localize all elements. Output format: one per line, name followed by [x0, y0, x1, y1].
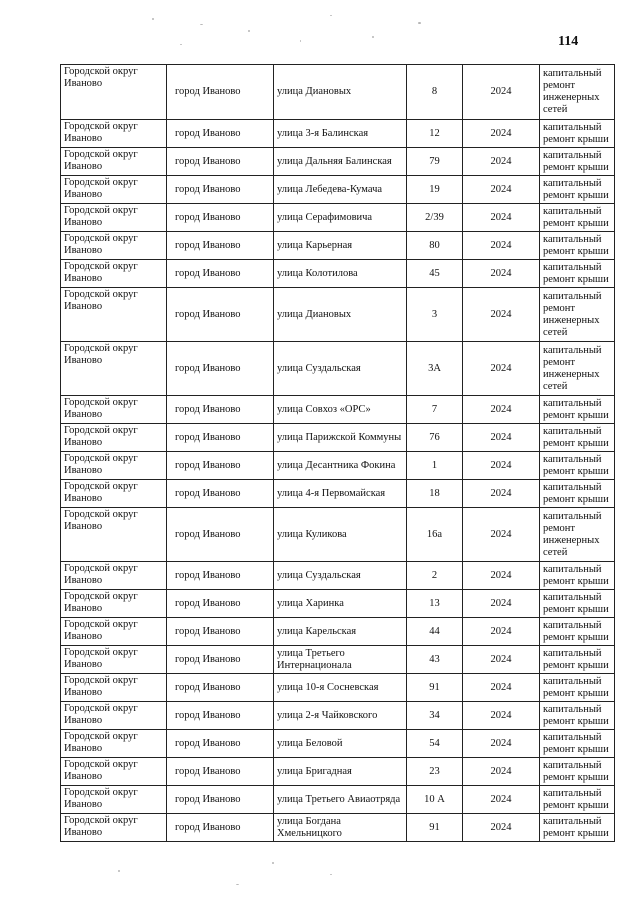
- table-row: [61, 342, 615, 396]
- work-type-cell: капитальный ремонт инженерных сетей: [540, 65, 615, 120]
- work-type-cell: капитальный ремонт крыши: [540, 590, 615, 618]
- district-cell: Городской округ Иваново: [61, 758, 167, 786]
- table-row: [61, 176, 615, 204]
- city-cell: город Иваново: [167, 508, 274, 562]
- street-cell: улица Совхоз «ОРС»: [274, 396, 407, 424]
- work-type-cell: капитальный ремонт крыши: [540, 232, 615, 260]
- street-cell: улица Серафимовича: [274, 204, 407, 232]
- table-row: [61, 786, 615, 814]
- district-cell: Городской округ Иваново: [61, 65, 167, 120]
- work-type-cell: капитальный ремонт инженерных сетей: [540, 508, 615, 562]
- street-cell: улица 2-я Чайковского: [274, 702, 407, 730]
- city-cell: город Иваново: [167, 646, 274, 674]
- work-type-cell: капитальный ремонт крыши: [540, 204, 615, 232]
- year-cell: 2024: [463, 814, 540, 842]
- street-cell: улица Суздальская: [274, 562, 407, 590]
- year-cell: 2024: [463, 508, 540, 562]
- house-cell: 91: [407, 814, 463, 842]
- district-cell: Городской округ Иваново: [61, 176, 167, 204]
- house-cell: 80: [407, 232, 463, 260]
- house-cell: 1: [407, 452, 463, 480]
- table-row: [61, 260, 615, 288]
- house-cell: 7: [407, 396, 463, 424]
- city-cell: город Иваново: [167, 120, 274, 148]
- table-row: [61, 424, 615, 452]
- year-cell: 2024: [463, 232, 540, 260]
- district-cell: Городской округ Иваново: [61, 260, 167, 288]
- house-cell: 76: [407, 424, 463, 452]
- house-cell: 3: [407, 288, 463, 342]
- work-type-cell: капитальный ремонт крыши: [540, 452, 615, 480]
- street-cell: улица Диановых: [274, 288, 407, 342]
- table-row: [61, 702, 615, 730]
- year-cell: 2024: [463, 288, 540, 342]
- work-type-cell: капитальный ремонт инженерных сетей: [540, 288, 615, 342]
- table-row: [61, 814, 615, 842]
- city-cell: город Иваново: [167, 480, 274, 508]
- city-cell: город Иваново: [167, 204, 274, 232]
- city-cell: город Иваново: [167, 674, 274, 702]
- table-row: [61, 148, 615, 176]
- district-cell: Городской округ Иваново: [61, 424, 167, 452]
- work-type-cell: капитальный ремонт крыши: [540, 424, 615, 452]
- work-type-cell: капитальный ремонт крыши: [540, 120, 615, 148]
- house-cell: 2/39: [407, 204, 463, 232]
- district-cell: Городской округ Иваново: [61, 508, 167, 562]
- table-row: [61, 452, 615, 480]
- city-cell: город Иваново: [167, 148, 274, 176]
- work-type-cell: капитальный ремонт крыши: [540, 758, 615, 786]
- year-cell: 2024: [463, 618, 540, 646]
- street-cell: улица Суздальская: [274, 342, 407, 396]
- year-cell: 2024: [463, 148, 540, 176]
- district-cell: Городской округ Иваново: [61, 480, 167, 508]
- district-cell: Городской округ Иваново: [61, 814, 167, 842]
- city-cell: город Иваново: [167, 232, 274, 260]
- district-cell: Городской округ Иваново: [61, 232, 167, 260]
- year-cell: 2024: [463, 120, 540, 148]
- city-cell: город Иваново: [167, 590, 274, 618]
- work-type-cell: капитальный ремонт крыши: [540, 260, 615, 288]
- city-cell: город Иваново: [167, 452, 274, 480]
- housing-repair-table: [60, 64, 615, 842]
- table-body: [61, 65, 615, 842]
- year-cell: 2024: [463, 590, 540, 618]
- work-type-cell: капитальный ремонт крыши: [540, 702, 615, 730]
- district-cell: Городской округ Иваново: [61, 702, 167, 730]
- work-type-cell: капитальный ремонт крыши: [540, 480, 615, 508]
- district-cell: Городской округ Иваново: [61, 452, 167, 480]
- city-cell: город Иваново: [167, 786, 274, 814]
- house-cell: 19: [407, 176, 463, 204]
- street-cell: улица Диановых: [274, 65, 407, 120]
- district-cell: Городской округ Иваново: [61, 204, 167, 232]
- house-cell: 34: [407, 702, 463, 730]
- house-cell: 91: [407, 674, 463, 702]
- table-row: [61, 480, 615, 508]
- year-cell: 2024: [463, 562, 540, 590]
- street-cell: улица Бригадная: [274, 758, 407, 786]
- table-row: [61, 590, 615, 618]
- city-cell: город Иваново: [167, 260, 274, 288]
- district-cell: Городской округ Иваново: [61, 646, 167, 674]
- table-row: [61, 646, 615, 674]
- city-cell: город Иваново: [167, 618, 274, 646]
- street-cell: улица Беловой: [274, 730, 407, 758]
- year-cell: 2024: [463, 176, 540, 204]
- table-row: [61, 508, 615, 562]
- street-cell: улица Харинка: [274, 590, 407, 618]
- district-cell: Городской округ Иваново: [61, 618, 167, 646]
- table-row: [61, 730, 615, 758]
- year-cell: 2024: [463, 646, 540, 674]
- year-cell: 2024: [463, 204, 540, 232]
- district-cell: Городской округ Иваново: [61, 288, 167, 342]
- house-cell: 54: [407, 730, 463, 758]
- house-cell: 8: [407, 65, 463, 120]
- street-cell: улица Дальняя Балинская: [274, 148, 407, 176]
- year-cell: 2024: [463, 342, 540, 396]
- year-cell: 2024: [463, 758, 540, 786]
- city-cell: город Иваново: [167, 288, 274, 342]
- city-cell: город Иваново: [167, 424, 274, 452]
- city-cell: город Иваново: [167, 65, 274, 120]
- table-row: [61, 674, 615, 702]
- city-cell: город Иваново: [167, 562, 274, 590]
- year-cell: 2024: [463, 674, 540, 702]
- street-cell: улица Куликова: [274, 508, 407, 562]
- page-number: 114: [558, 34, 579, 49]
- district-cell: Городской округ Иваново: [61, 590, 167, 618]
- city-cell: город Иваново: [167, 758, 274, 786]
- work-type-cell: капитальный ремонт крыши: [540, 148, 615, 176]
- district-cell: Городской округ Иваново: [61, 396, 167, 424]
- house-cell: 44: [407, 618, 463, 646]
- district-cell: Городской округ Иваново: [61, 730, 167, 758]
- work-type-cell: капитальный ремонт крыши: [540, 646, 615, 674]
- year-cell: 2024: [463, 65, 540, 120]
- city-cell: город Иваново: [167, 396, 274, 424]
- city-cell: город Иваново: [167, 814, 274, 842]
- street-cell: улица 3-я Балинская: [274, 120, 407, 148]
- table-row: [61, 396, 615, 424]
- table-row: [61, 120, 615, 148]
- street-cell: улица 4-я Первомайская: [274, 480, 407, 508]
- street-cell: улица 10-я Сосневская: [274, 674, 407, 702]
- table-row: [61, 562, 615, 590]
- house-cell: 16а: [407, 508, 463, 562]
- district-cell: Городской округ Иваново: [61, 120, 167, 148]
- table-row: [61, 204, 615, 232]
- house-cell: 3А: [407, 342, 463, 396]
- district-cell: Городской округ Иваново: [61, 148, 167, 176]
- work-type-cell: капитальный ремонт крыши: [540, 814, 615, 842]
- district-cell: Городской округ Иваново: [61, 342, 167, 396]
- street-cell: улица Третьего Авиаотряда: [274, 786, 407, 814]
- city-cell: город Иваново: [167, 176, 274, 204]
- year-cell: 2024: [463, 480, 540, 508]
- street-cell: улица Десантника Фокина: [274, 452, 407, 480]
- table-row: [61, 65, 615, 120]
- house-cell: 13: [407, 590, 463, 618]
- house-cell: 2: [407, 562, 463, 590]
- year-cell: 2024: [463, 424, 540, 452]
- district-cell: Городской округ Иваново: [61, 674, 167, 702]
- work-type-cell: капитальный ремонт крыши: [540, 176, 615, 204]
- house-cell: 12: [407, 120, 463, 148]
- district-cell: Городской округ Иваново: [61, 786, 167, 814]
- house-cell: 10 А: [407, 786, 463, 814]
- year-cell: 2024: [463, 786, 540, 814]
- table-row: [61, 618, 615, 646]
- district-cell: Городской округ Иваново: [61, 562, 167, 590]
- work-type-cell: капитальный ремонт крыши: [540, 674, 615, 702]
- street-cell: улица Карьерная: [274, 232, 407, 260]
- table-row: [61, 288, 615, 342]
- city-cell: город Иваново: [167, 702, 274, 730]
- year-cell: 2024: [463, 260, 540, 288]
- work-type-cell: капитальный ремонт крыши: [540, 786, 615, 814]
- street-cell: улица Карельская: [274, 618, 407, 646]
- house-cell: 45: [407, 260, 463, 288]
- work-type-cell: капитальный ремонт инженерных сетей: [540, 342, 615, 396]
- work-type-cell: капитальный ремонт крыши: [540, 618, 615, 646]
- street-cell: улица Третьего Интернационала: [274, 646, 407, 674]
- house-cell: 79: [407, 148, 463, 176]
- house-cell: 43: [407, 646, 463, 674]
- work-type-cell: капитальный ремонт крыши: [540, 396, 615, 424]
- city-cell: город Иваново: [167, 342, 274, 396]
- house-cell: 18: [407, 480, 463, 508]
- year-cell: 2024: [463, 396, 540, 424]
- city-cell: город Иваново: [167, 730, 274, 758]
- street-cell: улица Колотилова: [274, 260, 407, 288]
- work-type-cell: капитальный ремонт крыши: [540, 730, 615, 758]
- table-row: [61, 232, 615, 260]
- year-cell: 2024: [463, 730, 540, 758]
- work-type-cell: капитальный ремонт крыши: [540, 562, 615, 590]
- street-cell: улица Лебедева-Кумача: [274, 176, 407, 204]
- street-cell: улица Богдана Хмельницкого: [274, 814, 407, 842]
- street-cell: улица Парижской Коммуны: [274, 424, 407, 452]
- year-cell: 2024: [463, 452, 540, 480]
- house-cell: 23: [407, 758, 463, 786]
- year-cell: 2024: [463, 702, 540, 730]
- table-row: [61, 758, 615, 786]
